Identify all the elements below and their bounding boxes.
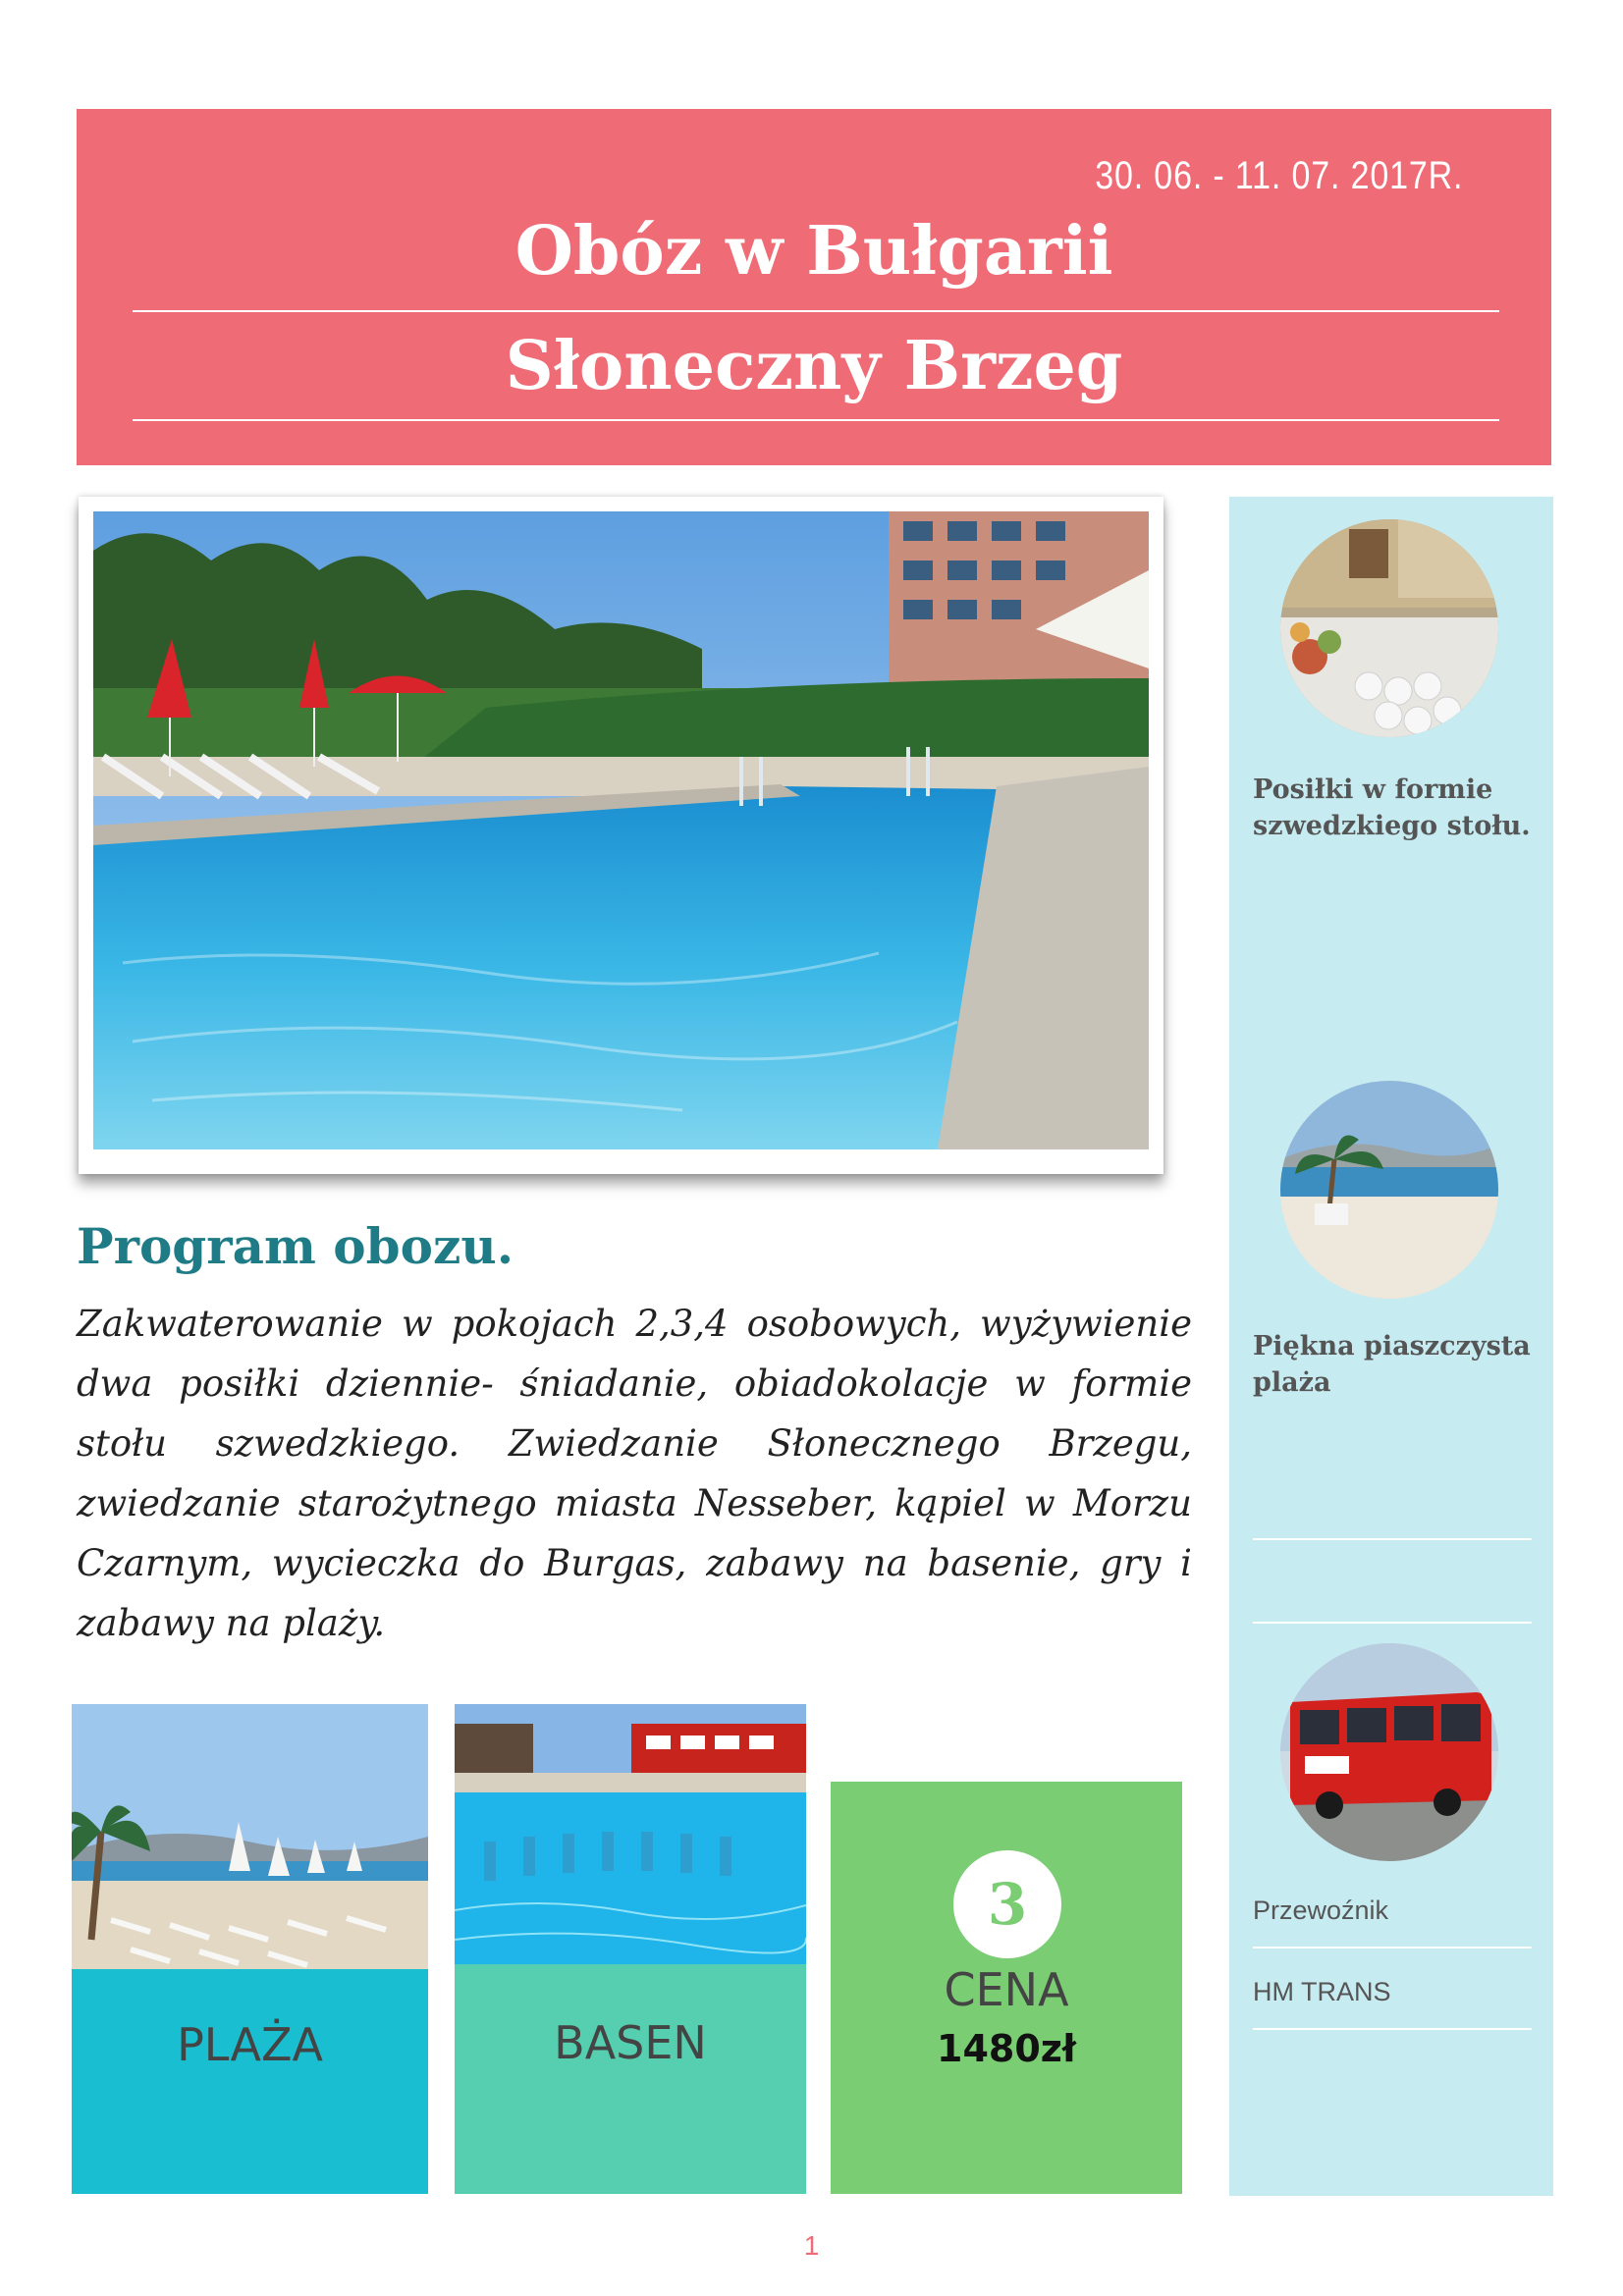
- sidebar-divider: [1253, 2028, 1532, 2030]
- sidebar-divider: [1253, 1622, 1532, 1624]
- price-badge: 3: [953, 1850, 1061, 1958]
- beach-circle-photo: [1280, 1081, 1498, 1299]
- camp-dates: 30. 06. - 11. 07. 2017R.: [1094, 154, 1463, 197]
- tile-pool: [455, 1704, 806, 2194]
- page-subtitle: Słoneczny Brzeg: [505, 327, 1123, 405]
- title-divider: [133, 310, 1499, 312]
- carrier-name: HM TRANS: [1253, 1977, 1391, 2006]
- sidebar-beach-text: Piękna piaszczysta plaża: [1253, 1331, 1531, 1398]
- buffet-photo: [1280, 519, 1498, 737]
- tile-pool-label: BASEN: [554, 2016, 707, 2069]
- sidebar: [1229, 497, 1553, 2196]
- header-banner: [77, 109, 1551, 465]
- price-label: CENA: [944, 1963, 1069, 2016]
- tile-price: [831, 1782, 1182, 2194]
- program-description: Zakwaterowanie w pokojach 2,3,4 osobowych, wyżywienie dwa posiłki dziennie- śniadanie, obiadokolacje w formie stołu szwedzkiego. Zwiedzanie Słonecznego Brzegu, zwiedzanie starożytnego miasta Nesseber, kąpiel w Morzu Czarnym, wycieczka do Burgas, zabawy na basenie, gry i zabawy na plaży.: [77, 1303, 1192, 1644]
- beach-photo: [72, 1704, 428, 1969]
- bus-photo: [1280, 1643, 1498, 1861]
- subtitle-divider: [133, 419, 1499, 421]
- hero-photo-frame: [79, 497, 1163, 1174]
- sidebar-divider: [1253, 1947, 1532, 1949]
- pool-tile-photo: [455, 1704, 806, 1964]
- tile-beach-label: PLAŻA: [177, 2018, 323, 2071]
- price-value: 1480zł: [937, 2027, 1076, 2070]
- tile-beach: [72, 1704, 428, 2194]
- sidebar-meals-text: Posiłki w formie szwedzkiego stołu.: [1253, 774, 1531, 841]
- pool-photo: [93, 511, 1149, 1149]
- page-number: 1: [803, 2230, 820, 2261]
- page-title: Obóz w Bułgarii: [514, 212, 1113, 291]
- sidebar-divider: [1253, 1538, 1532, 1540]
- program-heading: Program obozu.: [77, 1217, 514, 1275]
- carrier-label: Przewoźnik: [1253, 1896, 1389, 1925]
